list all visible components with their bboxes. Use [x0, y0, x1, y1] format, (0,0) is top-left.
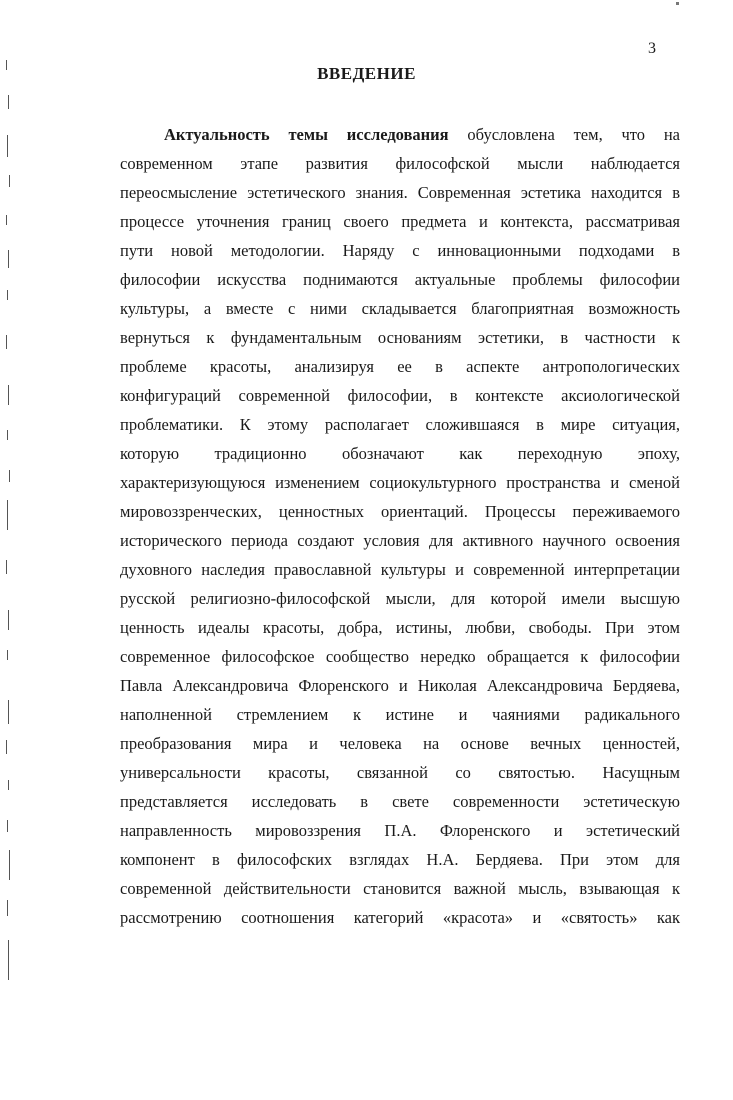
paragraph-line: ценность идеалы красоты, добра, истины, любви, свободы. При этом: [120, 618, 680, 637]
paragraph-line: процессе уточнения границ своего предмета и контекста, рассматривая: [120, 212, 680, 231]
paragraph-line: наполненной стремлением к истине и чаяниями радикального: [120, 705, 680, 724]
paragraph-line: вернуться к фундаментальным основаниям эстетики, в частности к: [120, 328, 680, 347]
paragraph-line: современной действительности становится важной мысль, взывающая к: [120, 879, 680, 898]
page-title: ВВЕДЕНИЕ: [317, 64, 416, 83]
paragraph-line: универсальности красоты, связанной со святостью. Насущным: [120, 763, 680, 782]
paragraph-line: проблематики. К этому располагает сложившаяся в мире ситуация,: [120, 415, 680, 434]
paragraph-line: пути новой методологии. Наряду с инновационными подходами в: [120, 241, 680, 260]
paragraph-line: духовного наследия православной культуры и современной интерпретации: [120, 560, 680, 579]
paragraph-line: конфигураций современной философии, в контексте аксиологической: [120, 386, 680, 405]
paragraph-line: компонент в философских взглядах Н.А. Бердяева. При этом для: [120, 850, 680, 869]
paragraph-lead: Актуальность темы исследования: [164, 125, 449, 144]
paragraph-line: представляется исследовать в свете современности эстетическую: [120, 792, 680, 811]
paragraph-line: рассмотрению соотношения категорий «красота» и «святость» как: [120, 908, 680, 927]
paragraph-line: философии искусства поднимаются актуальные проблемы философии: [120, 270, 680, 289]
paragraph-line: переосмысление эстетического знания. Современная эстетика находится в: [120, 183, 680, 202]
paragraph-line: современном этапе развития философской мысли наблюдается: [120, 154, 680, 173]
paragraph-line: Павла Александровича Флоренского и Николая Александровича Бердяева,: [120, 676, 680, 695]
paragraph-line: направленность мировоззрения П.А. Флоренского и эстетический: [120, 821, 680, 840]
page-number: 3: [648, 40, 656, 57]
paragraph-line: исторического периода создают условия для активного научного освоения: [120, 531, 680, 550]
paragraph-line: современное философское сообщество нередко обращается к философии: [120, 647, 680, 666]
paragraph-line: проблеме красоты, анализируя ее в аспекте антропологических: [120, 357, 680, 376]
paragraph-line: которую традиционно обозначают как переходную эпоху,: [120, 444, 680, 463]
paragraph-line: мировоззренческих, ценностных ориентаций. Процессы переживаемого: [120, 502, 680, 521]
paragraph-line: культуры, а вместе с ними складывается благоприятная возможность: [120, 299, 680, 318]
paragraph-line: русской религиозно-философской мысли, для которой имели высшую: [120, 589, 680, 608]
paragraph-line: Актуальность темы исследования обусловлена тем, что на: [164, 125, 681, 144]
paragraph-line: характеризующуюся изменением социокультурного пространства и сменой: [120, 473, 680, 492]
paragraph-line: преобразования мира и человека на основе вечных ценностей,: [120, 734, 680, 753]
